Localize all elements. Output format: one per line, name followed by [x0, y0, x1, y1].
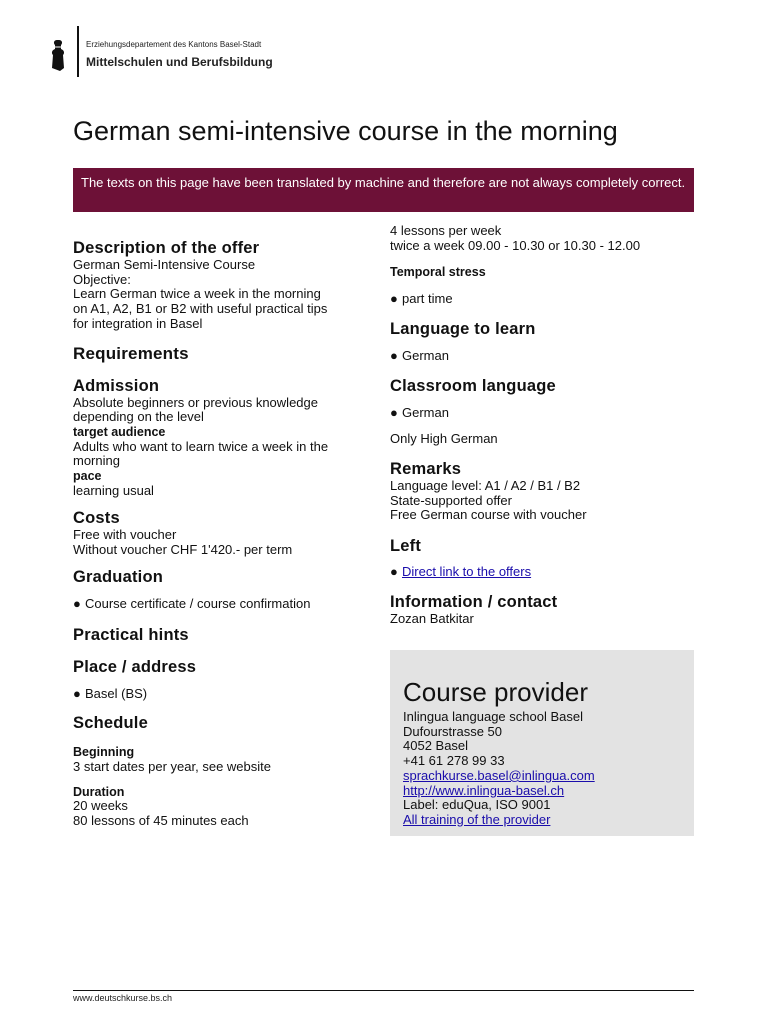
beginning-value: 3 start dates per year, see website [73, 758, 271, 774]
schedule-heading: Schedule [73, 714, 148, 733]
translation-notice: The texts on this page have been translated by machine and therefore are not always completely correct. [73, 168, 694, 212]
description-line: for integration in Basel [73, 315, 203, 331]
costs-line: Free with voucher [73, 527, 177, 543]
bullet-icon: ● [73, 685, 81, 701]
provider-city: 4052 Basel [403, 738, 469, 754]
requirements-heading: Requirements [73, 343, 189, 363]
graduation-item: Course certificate / course confirmation [85, 595, 311, 611]
right-column [390, 224, 694, 626]
costs-line: Without voucher CHF 1'420.- per term [73, 542, 293, 558]
practical-hints-heading: Practical hints [73, 625, 189, 644]
description-line: German Semi-Intensive Course [73, 257, 256, 272]
page-title: German semi-intensive course in the morning [73, 116, 618, 146]
bullet-icon: ● [390, 347, 398, 363]
footer-divider [73, 990, 694, 991]
beginning-label: Beginning [73, 745, 135, 760]
admission-line: Absolute beginners or previous knowledge [73, 394, 318, 410]
classroom-note: Only High German [390, 431, 498, 447]
contact-name: Zozan Batkitar [390, 610, 474, 626]
pace-value: learning usual [73, 482, 154, 498]
bullet-icon: ● [73, 595, 81, 611]
list-item [390, 565, 694, 580]
header-divider [77, 26, 79, 77]
target-audience-label: target audience [73, 424, 166, 439]
duration-line: 80 lessons of 45 minutes each [73, 813, 249, 829]
admission-line: depending on the level [73, 409, 204, 425]
duration-line: 20 weeks [73, 798, 128, 814]
lessons-line: 4 lessons per week [390, 223, 502, 238]
provider-name: Inlingua language school Basel [403, 709, 583, 724]
description-line: on A1, A2, B1 or B2 with useful practical tips [73, 301, 328, 317]
list-item [390, 406, 694, 421]
place-item: Basel (BS) [85, 685, 148, 701]
direct-link-offers[interactable]: Direct link to the offers [402, 564, 532, 580]
left-heading: Left [390, 537, 422, 556]
contact-heading: Information / contact [390, 592, 558, 611]
language-heading: Language to learn [390, 319, 536, 338]
remarks-heading: Remarks [390, 459, 462, 478]
remarks-line: State-supported offer [390, 492, 512, 508]
description-heading: Description of the offer [73, 239, 260, 257]
provider-website-link[interactable]: http://www.inlingua-basel.ch [403, 782, 565, 798]
all-training-link[interactable]: All training of the provider [403, 811, 551, 827]
bullet-icon: ● [390, 404, 398, 420]
description-line: Objective: [73, 271, 131, 287]
provider-label: Label: eduQua, ISO 9001 [403, 797, 551, 813]
classroom-item: German [402, 404, 449, 420]
temporal-item: part time [402, 291, 453, 307]
provider-street: Dufourstrasse 50 [403, 723, 502, 739]
temporal-heading: Temporal stress [390, 265, 486, 280]
bullet-icon: ● [390, 291, 398, 307]
duration-label: Duration [73, 784, 125, 799]
left-column [73, 238, 358, 829]
unit-name: Mittelschulen und Berufsbildung [86, 55, 273, 69]
list-item [73, 597, 358, 612]
department-name: Erziehungsdepartement des Kantons Basel-Stadt [86, 40, 262, 49]
list-item [73, 687, 358, 702]
description-line: Learn German twice a week in the morning [73, 286, 321, 302]
place-heading: Place / address [73, 657, 197, 676]
list-item [390, 292, 694, 307]
target-audience-line: morning [73, 453, 120, 469]
remarks-line: Free German course with voucher [390, 507, 587, 523]
list-item [390, 349, 694, 364]
lessons-line: twice a week 09.00 - 10.30 or 10.30 - 12.00 [390, 237, 641, 253]
pace-label: pace [73, 469, 102, 484]
target-audience-line: Adults who want to learn twice a week in the [73, 438, 329, 454]
basel-crest-icon [48, 38, 72, 72]
costs-heading: Costs [73, 509, 120, 528]
language-item: German [402, 347, 449, 363]
course-provider-box [390, 650, 694, 836]
bullet-icon: ● [390, 564, 398, 580]
classroom-heading: Classroom language [390, 376, 556, 395]
provider-email-link[interactable]: sprachkurse.basel@inlingua.com [403, 767, 595, 783]
provider-phone: +41 61 278 99 33 [403, 753, 505, 769]
admission-heading: Admission [73, 376, 160, 395]
footer-url: www.deutschkurse.bs.ch [73, 993, 173, 1003]
provider-heading: Course provider [403, 677, 588, 707]
remarks-line: Language level: A1 / A2 / B1 / B2 [390, 477, 581, 493]
graduation-heading: Graduation [73, 567, 164, 586]
